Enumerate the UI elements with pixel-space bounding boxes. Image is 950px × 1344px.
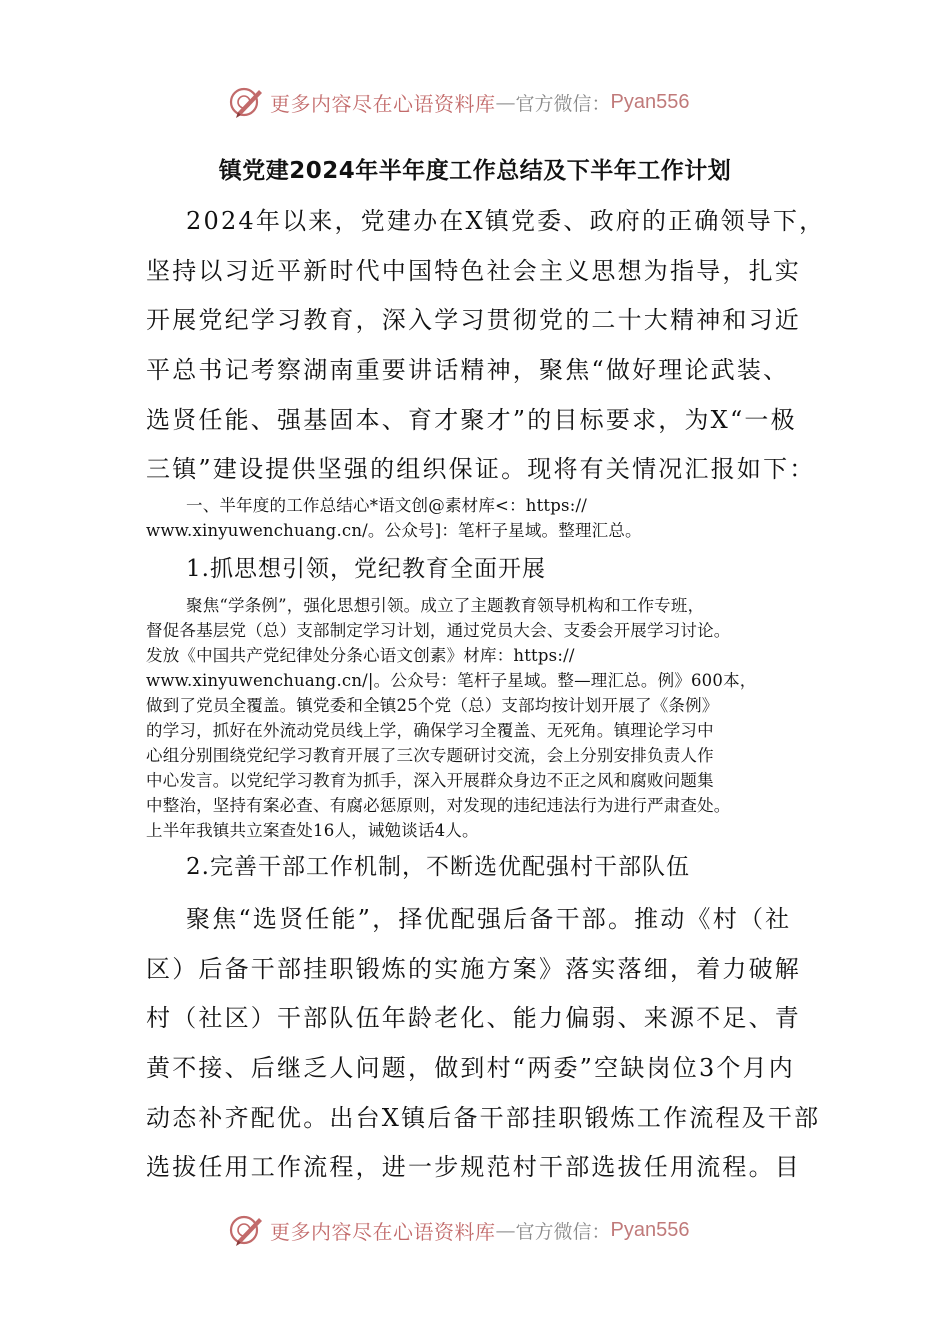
watermark-separator: — — [495, 90, 516, 114]
para1-line: www.xinyuwenchuang.cn/|。公众号：笔杆子星域。整—理汇总。例》600本， — [146, 671, 757, 690]
para2-line: 动态补齐配优。出台X镇后备干部挂职锻炼工作流程及干部 — [146, 1104, 821, 1132]
intro-line: 三镇”建设提供坚强的组织保证。现将有关情况汇报如下： — [146, 455, 816, 483]
para1-line: 发放《中国共产党纪律处分条心语文创素》材库：https:// — [146, 646, 575, 665]
heading-1: 1.抓思想引领，党纪教育全面开展 — [186, 556, 546, 582]
pen-logo-icon — [226, 82, 266, 122]
document-title: 镇党建2024年半年度工作总结及下半年工作计划 — [218, 158, 732, 184]
watermark-separator: — — [495, 1218, 516, 1242]
watermark-id: Pyan556 — [610, 1218, 690, 1241]
para2-line: 区）后备干部挂职锻炼的实施方案》落实落细，着力破解 — [146, 955, 801, 983]
para1-line: 督促各基层党（总）支部制定学习计划，通过党员大会、支委会开展学习讨论。 — [146, 621, 731, 640]
para1-line: 心组分别围绕党纪学习教育开展了三次专题研讨交流，会上分别安排负责人作 — [146, 746, 714, 765]
intro-line: 坚持以习近平新时代中国特色社会主义思想为指导，扎实 — [146, 257, 801, 285]
watermark-banner-top — [226, 80, 746, 124]
intro-line: 选贤任能、强基固本、育才聚才”的目标要求，为X“一极 — [146, 406, 797, 434]
intro-line: 平总书记考察湖南重要讲话精神，聚焦“做好理论武装、 — [146, 356, 790, 384]
watermark-text: 更多内容尽在心语资料库 — [270, 1219, 496, 1244]
watermark-text: 更多内容尽在心语资料库 — [270, 91, 496, 116]
para2-line: 聚焦“选贤任能”，择优配强后备干部。推动《村（社 — [186, 905, 792, 933]
para2-line: 黄不接、后继乏人问题，做到村“两委”空缺岗位3个月内 — [146, 1054, 796, 1082]
pen-logo-icon — [226, 1210, 266, 1250]
intro-line: 开展党纪学习教育，深入学习贯彻党的二十大精神和习近 — [146, 306, 801, 334]
para1-line: 上半年我镇共立案查处16人，诫勉谈话4人。 — [146, 821, 479, 840]
para1-line: 的学习，抓好在外流动党员线上学，确保学习全覆盖、无死角。镇理论学习中 — [146, 721, 714, 740]
watermark-id: Pyan556 — [610, 90, 690, 113]
para1-line: 聚焦“学条例”，强化思想引领。成立了主题教育领导机构和工作专班， — [186, 596, 705, 615]
watermark-label: 官方微信： — [515, 92, 611, 115]
intro-line: 2024年以来，党建办在X镇党委、政府的正确领导下， — [186, 207, 826, 235]
para1-line: 中整治，坚持有案必查、有腐必惩原则，对发现的违纪违法行为进行严肃查处。 — [146, 796, 731, 815]
watermark-banner-bottom — [226, 1208, 746, 1252]
section1-line: 一、半年度的工作总结心*语文创@素材库<：https:// — [186, 496, 587, 515]
watermark-label: 官方微信： — [515, 1220, 611, 1243]
para2-line: 选拔任用工作流程，进一步规范村干部选拔任用流程。目 — [146, 1153, 801, 1181]
section1-line: www.xinyuwenchuang.cn/。公众号]：笔杆子星域。整理汇总。 — [146, 521, 642, 540]
heading-2: 2.完善干部工作机制，不断选优配强村干部队伍 — [186, 854, 690, 880]
para1-line: 中心发言。以党纪学习教育为抓手，深入开展群众身边不正之风和腐败问题集 — [146, 771, 714, 790]
para2-line: 村（社区）干部队伍年龄老化、能力偏弱、来源不足、青 — [146, 1004, 801, 1032]
para1-line: 做到了党员全覆盖。镇党委和全镇25个党（总）支部均按计划开展了《条例》 — [146, 696, 719, 715]
